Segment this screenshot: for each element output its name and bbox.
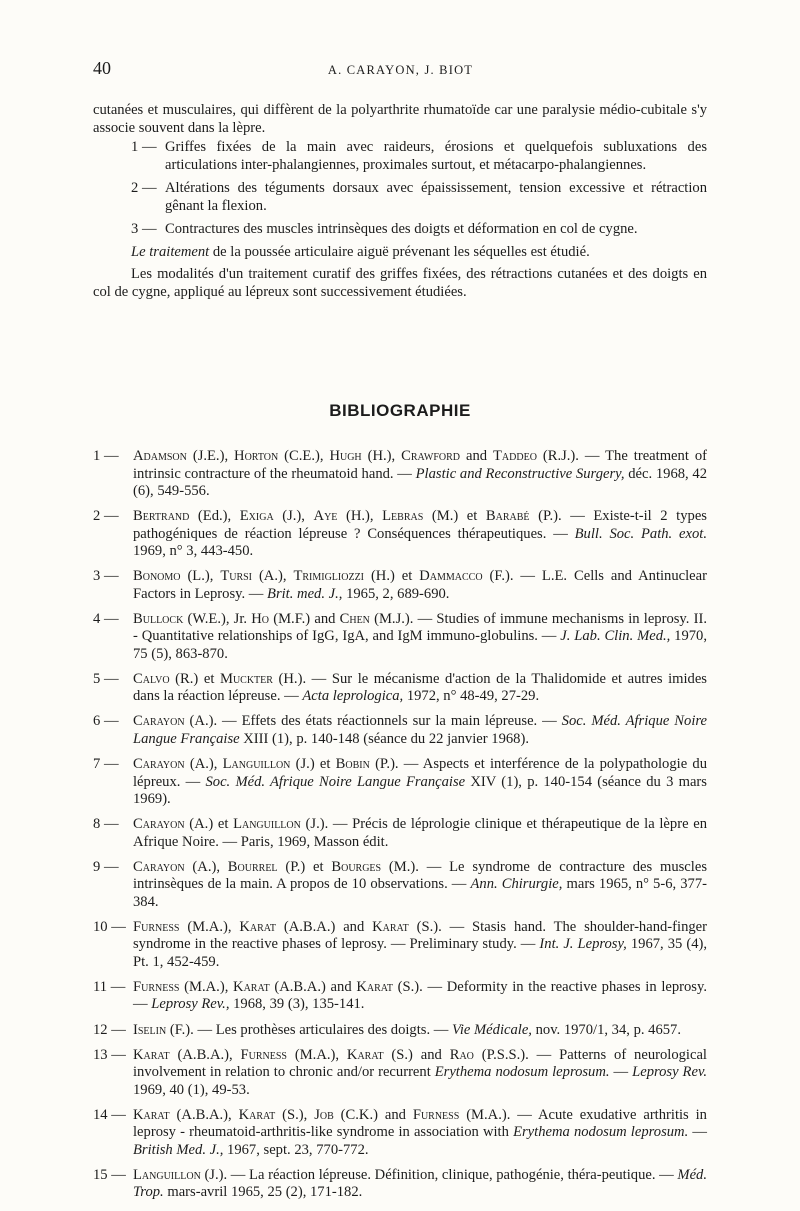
author-name: Bobin [335,756,370,773]
author-name: Trimigliozzi [293,568,365,585]
reference-entry [93,979,707,1014]
reference-entry [93,671,707,706]
reference-fragment: — [609,1064,633,1081]
reference-entry [93,919,707,972]
numbered-list [93,138,707,238]
reference-fragment: (J.), [273,508,314,525]
author-name: Furness [240,1046,287,1063]
reference-fragment: (S.). — Deformity in the reactive phases in leprosy. — [133,978,707,1013]
journal-title: Leprosy Rev., [151,996,230,1013]
treatment-paragraph [93,243,707,261]
author-name: Exiga [239,508,274,525]
author-name: Calvo [133,670,170,687]
reference-fragment: (A.B.A.) and [276,918,373,935]
reference-entry [93,1047,707,1100]
reference-fragment: (S.) and [383,1046,450,1063]
author-name: Bonomo [133,568,181,585]
treatment-italic: Le traitement [131,244,210,260]
reference-fragment: (H.). — Sur le mécanisme d'action de la Thalidomide et autres imides dans la réaction lépreuse. — [133,670,707,705]
list-item-number: 3 — [131,221,157,237]
reference-entry [93,508,707,561]
reference-fragment: (F.). — L.E. Cells and Antinuclear Factors in Leprosy. — [133,568,707,602]
journal-title: Méd. Trop. [133,1166,707,1201]
author-name: Furness [133,978,180,995]
reference-text [133,713,707,748]
author-name: Aye [313,508,338,525]
reference-text [133,508,707,561]
reference-fragment: (M.). — Le syndrome de contracture des muscles intrinsèques de la main. A propos de 10 observations. — [133,858,707,893]
reference-text [133,1107,707,1160]
list-item [93,220,707,238]
reference-fragment: and [460,448,493,464]
reference-text [133,448,707,501]
author-name: Languillon [133,1166,201,1183]
author-name: Karat [356,978,393,995]
author-name: Furness [412,1106,460,1123]
reference-number: 13 — [93,1046,126,1063]
reference-fragment: (C.K.) and [333,1106,413,1123]
list-item-number: 1 — [131,139,157,155]
list-item [93,179,707,215]
reference-fragment: (A.), [184,756,223,773]
journal-title: Bull. Soc. Path. exot. [574,525,707,542]
author-name: Karat [346,1046,384,1063]
reference-fragment: (M.F.) and [269,610,340,627]
reference-fragment: (P.) et [277,858,332,875]
author-name: Bourges [331,858,382,875]
list-item-number: 2 — [131,180,157,196]
journal-title: Soc. Méd. Afrique Noire Langue Française [133,713,707,747]
reference-fragment: XIII (1), p. 140-148 (séance du 22 janvier 1968). [239,730,529,747]
reference-fragment: (W.E.), Jr. [183,610,252,627]
reference-fragment: (S.), [275,1106,315,1123]
reference-fragment: (P.). — Existe-t-il 2 types pathogéniques de réaction lépreuse ? Conséquences thérapeutiques. — [133,508,707,542]
reference-fragment: (R.) et [169,670,220,687]
reference-fragment: XIV (1), p. 140-154 (séance du 3 mars 1969). [133,773,707,808]
reference-fragment: (J.E.), [186,448,235,464]
author-name: Carayon [133,756,185,773]
reference-fragment: (J.) et [290,756,336,773]
reference-text [133,1167,707,1202]
closing-paragraph: Les modalités d'un traitement curatif des griffes fixées, des rétractions cutanées et des doigts en col de cygne, appliqué au lépreux sont successivement étudiées. [93,266,707,300]
reference-number: 4 — [93,610,119,627]
journal-title: J. Lab. Clin. Med., [560,628,671,645]
reference-fragment: (H.), [337,508,383,525]
author-name: Job [314,1106,334,1123]
reference-text [133,568,707,603]
reference-fragment: (P.). — Aspects et interférence de la polypathologie du lépreux. — [133,756,707,790]
reference-fragment: (R.J.). — The treatment of intrinsic contracture of the rheumatoid hand. — [133,448,707,482]
reference-entry [93,611,707,664]
reference-fragment: (A.) et [184,816,234,833]
reference-fragment: (L.), [180,568,221,585]
author-name: Karat [238,1106,276,1123]
journal-title: Acta leprologica, [302,688,404,705]
reference-text [133,671,707,706]
author-name: Karat [233,978,270,995]
author-name: Languillon [222,756,291,773]
journal-title: Brit. med. J., [267,585,343,602]
reference-entry [93,816,707,851]
section-title: BIBLIOGRAPHIE [329,401,471,420]
reference-entry [93,568,707,603]
reference-text [133,919,707,972]
author-name: Lebras [382,508,424,525]
author-name: Karat [133,1046,170,1063]
reference-fragment: (M.J.). — Studies of immune mechanisms in leprosy. II. - Quantitative relationships of IgG, IgA, and IgM immuno-globulins. — [133,610,707,645]
reference-entry [93,859,707,912]
list-item-text: Griffes fixées de la main avec raideurs, érosions et quelquefois subluxations des articulations inter-phalangiennes, proximales surtout, et métacarpo-phalangiennes. [165,139,707,173]
author-name: Horton [234,448,279,464]
journal-title: Leprosy Rev. [632,1064,707,1081]
list-item [93,138,707,174]
reference-fragment: (M.) et [423,508,486,525]
reference-number: 11 — [93,978,126,995]
reference-number: 8 — [93,816,119,833]
author-name: Carayon [133,816,185,833]
journal-title: British Med. J., [133,1141,224,1158]
journal-title: Int. J. Leprosy, [539,936,627,953]
reference-fragment: déc. 1968, 42 (6), 549-556. [133,465,708,499]
author-name: Muckter [219,670,273,687]
reference-number: 2 — [93,508,119,525]
reference-fragment: (S.). — Stasis hand. The shoulder-hand-finger syndrome in the reactive phases of leprosy. — Preliminary study. — [133,918,708,953]
bibliography-list [93,448,707,1209]
reference-number: 7 — [93,756,119,773]
author-name: Ho [251,610,270,627]
reference-fragment: (M.A.). — Acute exudative arthritis in leprosy - rheumatoid-arthritis-like syndrome in association with [133,1106,707,1141]
reference-fragment: 1970, 75 (5), 863-870. [133,628,708,662]
reference-fragment: 1972, n° 48-49, 27-29. [403,688,540,705]
author-name: Adamson [133,448,187,464]
reference-fragment: (J.). — Précis de léprologie clinique et thérapeutique de la lèpre en Afrique Noire. — Paris, 1969, Masson édit. [133,816,707,850]
author-name: Furness [133,918,180,935]
journal-title: Vie Médicale, [452,1021,532,1038]
author-name: Iselin [133,1021,167,1038]
author-name: Karat [372,918,409,935]
reference-text [133,816,707,851]
reference-number: 10 — [93,918,126,935]
author-name: Hugh [329,448,362,464]
author-name: Bertrand [133,508,190,525]
journal-title: Erythema nodosum leprosum. [434,1064,610,1081]
reference-fragment: (A.B.A.), [169,1106,239,1123]
reference-fragment: (P.S.S.). — Patterns of neurological involvement in relation to chronic and/or recurrent [133,1046,707,1081]
reference-fragment: 1969, 40 (1), 49-53. [133,1081,250,1098]
reference-fragment: 1968, 39 (3), 135-141. [229,996,365,1013]
author-name: Languillon [233,816,301,833]
author-name: Crawford [401,448,461,464]
reference-number: 9 — [93,858,119,875]
reference-number: 12 — [93,1021,126,1038]
reference-fragment: nov. 1970/1, 34, p. 4657. [531,1021,681,1038]
reference-fragment: 1969, n° 3, 443-450. [133,543,254,560]
reference-text [133,859,707,912]
author-name: Karat [133,1106,170,1123]
reference-entry [93,1167,707,1202]
journal-title: Soc. Méd. Afrique Noire Langue Française [205,773,466,790]
journal-title: Erythema nodosum leprosum. [513,1124,689,1141]
reference-text [133,1022,707,1040]
reference-text [133,756,707,809]
reference-number: 15 — [93,1166,126,1183]
author-name: Carayon [133,858,185,875]
reference-fragment: (H.), [361,448,402,464]
reference-fragment: 1967, 35 (4), Pt. 1, 452-459. [133,936,708,970]
reference-fragment: (A.). — Effets des états réactionnels sur la main lépreuse. — [184,713,562,730]
intro-paragraph: cutanées et musculaires, qui diffèrent de la polyarthrite rhumatoïde car une paralysie médio-cubitale s'y associe souvent dans la lèpre. [93,102,707,136]
treatment-text: de la poussée articulaire aiguë prévenant les séquelles est étudié. [209,244,590,260]
reference-fragment: (M.A.), [179,918,240,935]
reference-text [133,611,707,664]
author-name: Tursi [220,568,253,585]
reference-entry [93,1022,707,1040]
author-name: Rao [449,1046,474,1063]
reference-fragment: 1965, 2, 689-690. [342,585,450,602]
reference-fragment: (A.), [252,568,294,585]
reference-number: 6 — [93,713,119,730]
body-text [93,101,707,301]
reference-entry [93,1107,707,1160]
reference-number: 14 — [93,1106,126,1123]
reference-fragment: (H.) et [364,568,420,585]
author-name: Taddeo [493,448,537,464]
reference-text [133,1047,707,1100]
running-head: A. CARAYON, J. BIOT [327,63,474,77]
journal-title: Plastic and Reconstructive Surgery, [415,465,625,482]
author-name: Bourrel [227,858,278,875]
reference-entry [93,756,707,809]
reference-fragment: (J.). — La réaction lépreuse. Définition, clinique, pathogénie, théra-peutique. — [200,1166,678,1183]
journal-title: Ann. Chirurgie, [470,876,563,893]
reference-fragment: mars 1965, n° 5-6, 377-384. [133,876,707,910]
reference-fragment: — [688,1124,707,1141]
reference-fragment: mars-avril 1965, 25 (2), 171-182. [163,1184,363,1201]
author-name: Dammacco [419,568,483,585]
list-item-text: Altérations des téguments dorsaux avec épaississement, tension excessive et rétraction gênant la flexion. [165,180,707,214]
reference-number: 3 — [93,568,119,585]
reference-fragment: (F.). — Les prothèses articulaires des doigts. — [166,1021,452,1038]
reference-fragment: (A.B.A.), [169,1046,241,1063]
author-name: Karat [239,918,277,935]
reference-entry [93,448,707,501]
reference-fragment: (Ed.), [189,508,240,525]
reference-text [133,979,707,1014]
reference-number: 5 — [93,670,119,687]
reference-fragment: (A.B.A.) and [269,978,357,995]
reference-number: 1 — [93,448,119,464]
reference-fragment: (M.A.), [286,1046,347,1063]
page-header [93,58,708,84]
reference-entry [93,713,707,748]
reference-fragment: (C.E.), [278,448,330,464]
reference-fragment: (M.A.), [179,978,234,995]
reference-fragment: (A.), [184,858,228,875]
author-name: Chen [339,610,370,627]
list-item-text: Contractures des muscles intrinsèques des doigts et déformation en col de cygne. [165,221,638,237]
page-number: 40 [93,58,111,78]
author-name: Carayon [133,713,185,730]
reference-fragment: 1967, sept. 23, 770-772. [223,1141,369,1158]
author-name: Bullock [133,610,184,627]
author-name: Barabé [485,508,530,525]
